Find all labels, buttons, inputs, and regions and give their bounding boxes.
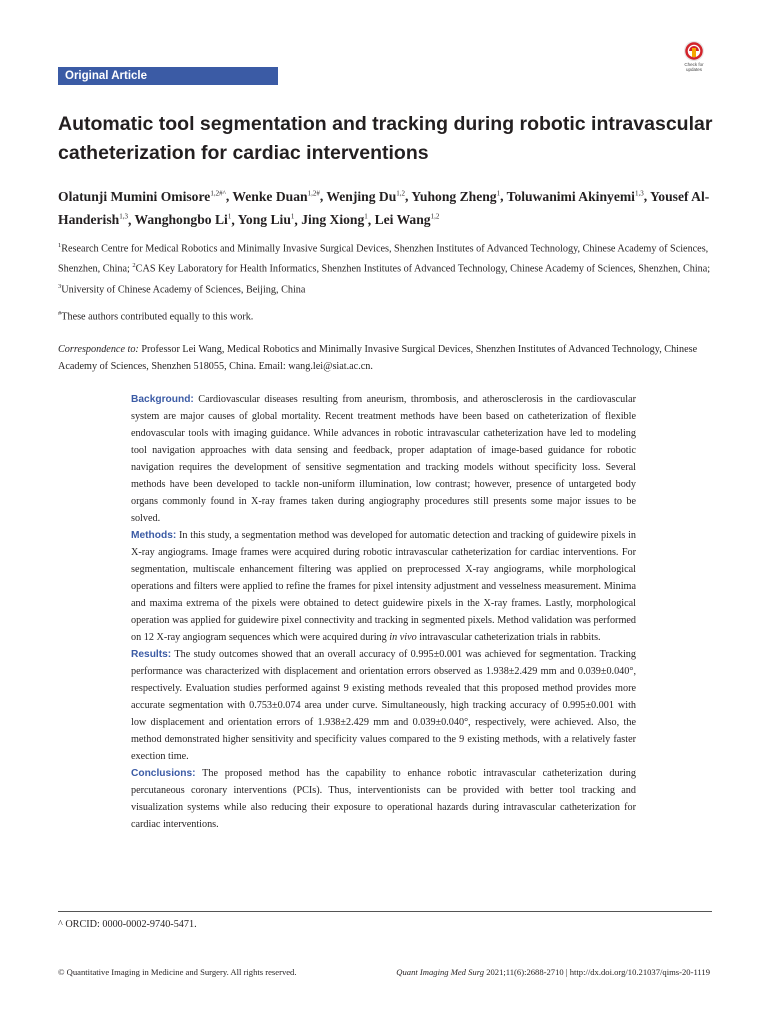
abstract-background bbox=[131, 391, 636, 527]
background-label: Background: bbox=[131, 394, 194, 405]
author[interactable] bbox=[375, 212, 440, 227]
author-affiliation-mark: 1 bbox=[364, 212, 368, 221]
results-label: Results: bbox=[131, 649, 172, 660]
correspondence-label: Correspondence to: bbox=[58, 344, 139, 355]
author-name: Lei Wang bbox=[374, 212, 431, 228]
methods-text-end: intravascular catheterization trials in rabbits. bbox=[416, 632, 601, 643]
affiliation-text: Research Centre for Medical Robotics and Minimally Invasive Surgical Devices, Shenzhen Institutes of Advanced Technology, Chinese Academy of Sciences, Shenzhen, China; bbox=[58, 243, 709, 275]
journal-abbreviation: Quant Imaging Med Surg bbox=[396, 967, 485, 977]
background-text: Cardiovascular diseases resulting from aneurism, thrombosis, and atherosclerosis in the cardiovascular system are major causes of global mortality. Recent treatment methods have been based on catheterization of flexible endovascular tools with imaging guidance. While advances in robotic intravascular catheterization have led to modeling tool navigation approaches with data sensing and feedback, proper adaptation of image-based guidance for robotic navigation requires the development of sensitive segmentation and tracking models without specificity loss. Several methods have been developed to tackle non-uniform illumination, low contrast; however, presence of untargeted body organs commonly found in X-ray frames taken during angiography procedures still presents some major issues to be solved. bbox=[131, 394, 636, 524]
author-name: Yousef Al-Handerish bbox=[58, 188, 710, 228]
article-title: Automatic tool segmentation and tracking during robotic intravascular catheterization for cardiac interventions bbox=[58, 113, 713, 164]
author[interactable] bbox=[232, 189, 319, 204]
author-affiliation-mark: 1 bbox=[227, 212, 232, 221]
equal-contribution-text: These authors contributed equally to this work. bbox=[61, 311, 254, 323]
author-affiliation-mark: 1 bbox=[496, 189, 501, 197]
abstract-conclusions bbox=[131, 765, 636, 833]
author[interactable] bbox=[58, 189, 226, 204]
abstract-methods bbox=[131, 527, 636, 646]
author-name: Wenjing Du bbox=[326, 188, 397, 204]
methods-label: Methods: bbox=[131, 530, 177, 541]
author-name: Yuhong Zheng bbox=[411, 188, 497, 204]
author-affiliation-mark: 1 bbox=[290, 212, 295, 221]
crossmark-icon bbox=[677, 40, 711, 64]
author-name: Jing Xiong bbox=[301, 212, 365, 228]
affiliations bbox=[58, 237, 712, 298]
methods-italic-term: in vivo bbox=[389, 632, 417, 643]
affiliation-text: University of Chinese Academy of Sciences, Beijing, China bbox=[61, 284, 306, 296]
orcid-link[interactable]: ^ ORCID: 0000-0002-9740-5471. bbox=[58, 919, 197, 930]
abstract bbox=[131, 391, 636, 833]
abstract-results bbox=[131, 646, 636, 765]
affiliation-text: CAS Key Laboratory for Health Informatics, Shenzhen Institutes of Advanced Technology, Chinese Academy of Sciences, Shenzhen, China; bbox=[135, 263, 711, 275]
conclusions-label: Conclusions: bbox=[131, 768, 196, 779]
correspondence-text: Professor Lei Wang, Medical Robotics and Minimally Invasive Surgical Devices, Shenzhen Institutes of Advanced Technology, Chinese Academy of Sciences, Shenzhen 518055, China. Email: wang.lei@siat.ac.cn. bbox=[58, 344, 698, 372]
affiliation-mark: 2 bbox=[132, 262, 136, 270]
author-affiliation-mark: 1,2 bbox=[396, 189, 406, 197]
equal-contribution-mark: # bbox=[58, 310, 62, 317]
conclusions-text: The proposed method has the capability to enhance robotic intravascular catheterization during percutaneous coronary interventions (PCIs). Thus, interventionists can be provided with better tool tracking and visualization systems while also reducing their exposure to operational hazards during intravascular catheterization for cardiac interventions. bbox=[131, 768, 636, 830]
author[interactable] bbox=[326, 189, 405, 204]
author-affiliation-mark: 1,3 bbox=[634, 189, 644, 197]
author-name: Olatunji Mumini Omisore bbox=[58, 188, 211, 204]
copyright-notice: © Quantitative Imaging in Medicine and Surgery. All rights reserved. bbox=[58, 967, 297, 977]
author-list: Olatunji Mumini Omisore$^{1,2\#\^{}}$, Wenke Duan$^{1,2\#}$, Wenjing Du$^{1,2}$, Yuhong Zheng$^1$, Toluwanimi Akinyemi$^{1,3}$, Yousef Al-Handerish$^{1,3}$, Wanghongbo Li$^1$, Yong Liu$^1$, Jing Xiong$^1$, Lei Wang$^{1,2}$ bbox=[58, 188, 710, 228]
footnote-divider bbox=[58, 911, 712, 912]
check-for-updates-badge[interactable] bbox=[677, 40, 711, 74]
citation-footer bbox=[396, 966, 710, 978]
author-affiliation-mark: 1,2# bbox=[307, 189, 320, 197]
author-affiliation-mark: 1,2#^ bbox=[210, 189, 226, 197]
author-name: Toluwanimi Akinyemi bbox=[506, 188, 635, 204]
author[interactable] bbox=[238, 212, 295, 227]
author[interactable] bbox=[301, 212, 368, 227]
author[interactable] bbox=[411, 189, 500, 204]
affiliation-mark: 3 bbox=[58, 282, 62, 290]
article-type-badge: Original Article bbox=[58, 67, 278, 85]
results-text: The study outcomes showed that an overall accuracy of 0.995±0.001 was achieved for segmentation. Tracking performance was characterized with displacement and orientation errors observed as 1.938±2.429 mm and 0.039±0.040°, respectively. Evaluation studies performed against 9 existing methods revealed that this proposed method provides more accurate segmentation with 0.753±0.074 area under curve. Simultaneously, high tracking accuracy of 0.995±0.001 with low displacement and orientation errors of 1.938±2.429 mm and 0.039±0.040°, respectively, were achieved. Also, the method demonstrated higher sensitivity and specificity values compared to the 9 existing methods, with a relatively faster exection time. bbox=[131, 649, 636, 762]
author[interactable] bbox=[135, 212, 232, 227]
author-affiliation-mark: 1,3 bbox=[119, 212, 128, 221]
author-affiliation-mark: 1,2 bbox=[430, 212, 440, 221]
affiliation-mark: 1 bbox=[58, 242, 62, 249]
methods-text: In this study, a segmentation method was developed for automatic detection and tracking of guidewire pixels in X-ray angiograms. Image frames were acquired during robotic intravascular catheterization for cardiac interventions. For segmentation, multiscale enhancement filtering was applied on preprocessed X-ray angiograms, while morphological operations and filters were applied to refine the frames for pixel intensity adjustment and vesselness measurement. Minima and maxima extrema of the pixels were obtained to detect guidewire pixels in the X-ray frames. Lastly, morphological operation was applied for guidewire pixel connectivity and tracking in segmented pixels. Method validation was performed on 12 X-ray angiogram sequences which were acquired during bbox=[131, 530, 636, 643]
crossmark-label: Check for updates bbox=[684, 62, 704, 72]
author-name: Wenke Duan bbox=[232, 188, 308, 204]
correspondence bbox=[58, 341, 712, 375]
author-name: Wanghongbo Li bbox=[134, 212, 228, 228]
author[interactable] bbox=[507, 189, 644, 204]
author-name: Yong Liu bbox=[237, 212, 291, 228]
equal-contribution-note bbox=[58, 305, 712, 325]
citation-doi[interactable]: 2021;11(6):2688-2710 | http://dx.doi.org/10.21037/qims-20-1119 bbox=[484, 967, 710, 977]
